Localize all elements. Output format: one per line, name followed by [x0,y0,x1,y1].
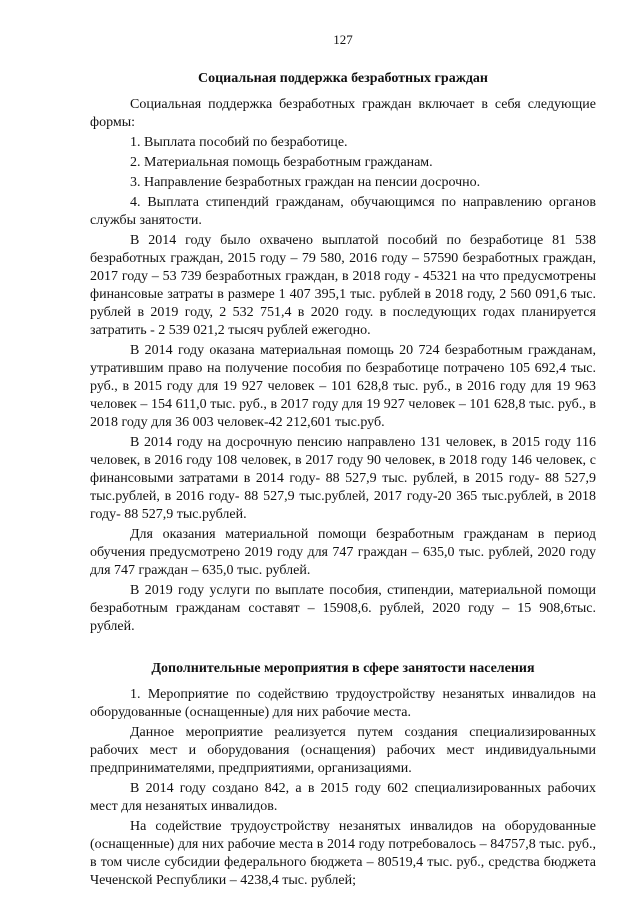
list-item: 3. Направление безработных граждан на пенсии досрочно. [130,175,481,190]
paragraph: В 2014 году на досрочную пенсию направлено 131 человек, в 2015 году 116 человек, в 2016 году 108 человек, в 2017 году 90 человек, в 2018 году 146 человек, с финансовыми затратами в 2014 году- 88 527,9 тыс. рублей, в 2015 году- 88 527,9 тыс.рублей, в 2016 году- 88 527,9 тыс.рублей, 2017 году-20 365 тыс.рублей, в 2018 году- 88 527,9 тыс.рублей. [90,435,596,522]
document-page [90,32,596,892]
paragraph: Данное мероприятие реализуется путем создания специализированных рабочих мест и оборудования (оснащения) рабочих мест индивидуальными предпринимателями, предприятиями, организациями. [90,725,596,776]
section-heading-employment-measures: Дополнительные мероприятия в сфере занятости населения [151,661,535,676]
paragraph: Социальная поддержка безработных граждан включает в себя следующие формы: [90,97,596,130]
paragraph: Для оказания материальной помощи безработным гражданам в период обучения предусмотрено 2019 году для 747 граждан – 635,0 тыс. рублей, 2020 году для 747 граждан – 635,0 тыс. рублей. [90,527,596,578]
list-item: 1. Мероприятие по содействию трудоустройству незанятых инвалидов на оборудованные (оснащенные) для них рабочие места. [90,687,596,720]
section-heading-social-support: Социальная поддержка безработных граждан [198,71,488,86]
paragraph: В 2014 году оказана материальная помощь 20 724 безработным гражданам, утратившим право на получение пособия по безработице потрачено 105 692,4 тыс. руб., в 2015 году для 19 927 человек – 101 628,8 тыс. руб., в 2016 году для 19 963 человек – 154 611,0 тыс. руб., в 2017 году для 19 927 человек – 101 628,8 тыс. руб., в 2018 году для 36 003 человек-42 212,601 тыс.руб. [90,343,596,430]
list-item: 1. Выплата пособий по безработице. [130,135,348,150]
list-item: 4. Выплата стипендий гражданам, обучающимся по направлению органов службы занятости. [90,195,596,228]
page-number: 127 [333,32,353,47]
paragraph: В 2014 году было охвачено выплатой пособий по безработице 81 538 безработных граждан, 2015 году – 79 580, 2016 году – 57590 безработных граждан, 2017 году – 53 739 безработных граждан, в 2018 году - 45321 на что предусмотрены финансовые затраты в размере 1 407 395,1 тыс. рублей в 2018 году, 2 560 091,6 тыс. рублей в 2019 году, 2 532 751,4 в 2020 году. в последующих годах планируется затратить - 2 539 021,2 тысяч рублей ежегодно. [90,233,596,338]
paragraph: В 2019 году услуги по выплате пособия, стипендии, материальной помощи безработным гражданам составят – 15908,6. рублей, 2020 году – 15 908,6тыс. рублей. [90,583,596,634]
paragraph: На содействие трудоустройству незанятых инвалидов на оборудованные (оснащенные) для них рабочие места в 2014 году потребовалось – 84757,8 тыс. руб., в том числе субсидии федерального бюджета – 80519,4 тыс. руб., средства бюджета Чеченской Республики – 4238,4 тыс. рублей; [90,819,596,888]
paragraph: В 2014 году создано 842, а в 2015 году 602 специализированных рабочих мест для незанятых инвалидов. [90,781,596,814]
list-item: 2. Материальная помощь безработным гражданам. [130,155,433,170]
